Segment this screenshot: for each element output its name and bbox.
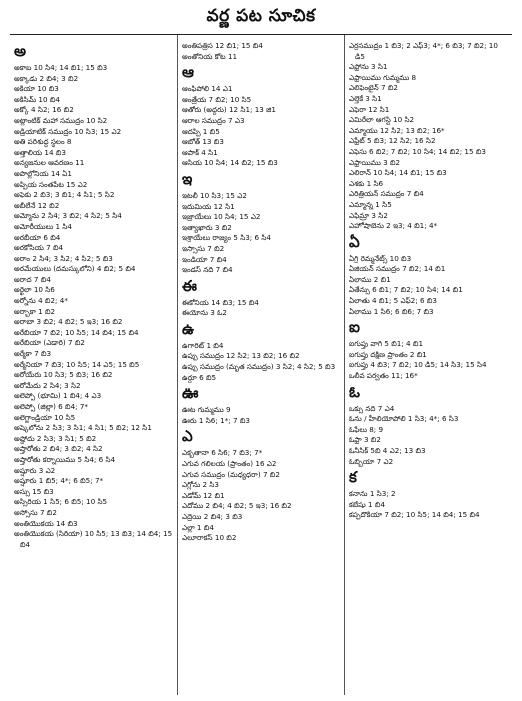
index-entry: అతి పరిశుద్ధ స్థలం 8 <box>14 137 72 147</box>
index-entry: ఐగుప్తు దక్షిణ ప్రాంతం 2 బి1 <box>349 349 427 359</box>
letter-heading: ఊ <box>182 384 199 403</box>
index-entry: అంతిపత్రిస 12 బి1; 15 బి4 <box>182 41 263 50</box>
index-entry: ఏతేన్సు 6 బి1; 7 బి2; 10 సి4; 14 బి1 <box>349 285 463 295</box>
index-entry: అరాద 7 బి4 <box>14 274 51 284</box>
index-entry: అంతియొకయ (సిరియా) 10 సి5; 13 బి3; 14 బి4; 15 బి4 <box>14 529 173 549</box>
index-entry: ఇజ్రాయేలు 10 సి4; 15 ఎ2 <box>182 212 261 222</box>
index-entry: ఏగ్రి రెమ్మనేట్స్ 10 బి3 <box>349 253 412 263</box>
index-entry: కప్పదొకియా 7 బి2; 10 సి5; 14 బి4; 15 బి4 <box>349 510 480 520</box>
index-column-1 <box>10 35 177 695</box>
index-entry: అత్తాలియ 14 బి3 <box>14 147 66 157</box>
index-entry: అలెప్పో (భూమి) 1 బి4; 4 ఎ3 <box>14 391 102 401</box>
index-entry: అపొల్లోనియ 14 ఏ1 <box>14 168 72 178</box>
letter-heading: ఓ <box>349 382 360 401</box>
index-entry: ఎఫ్రేట్ 5 బి3; 12 సి2; 16 సి2 <box>349 136 436 146</box>
index-entry: అరమేయులు (దమస్కులోని) 4 బి2; 5 బి4 <box>14 264 136 274</box>
index-entry: ఒక్సు నది 7 ఎ4 <box>349 403 395 413</box>
index-columns <box>10 35 512 695</box>
index-entry: ఆరాల సముద్రం 7 ఎ3 <box>182 115 245 125</box>
index-entry: ఈయోను 3 ఓ2 <box>182 308 227 318</box>
index-entry: ఎమిరేలా ఆగస్టి 10 సి2 <box>349 115 415 125</box>
index-entry: అడ్రియాటిక్ సముద్రం 10 సి3; 15 ఎ2 <box>14 126 122 136</box>
index-entry: ఏలాము 1 సి6; 6 బి6; 7 బి3 <box>349 306 434 316</box>
index-entry: అమోరీయులు 1 సి4 <box>14 221 72 231</box>
index-entry: అఫెకు 2 బి3; 3 బి1; 4 సి1; 5 సి2 <box>14 190 115 200</box>
index-entry: ఎలిరాన్ 10 సి4; 14 బి1; 15 బి3 <box>349 168 447 178</box>
index-entry: ఇత్యాఖారు 3 బి2 <box>182 222 232 232</box>
index-entry: ఎఫ్రాయిము 3 బి2 <box>349 157 401 167</box>
index-entry: ఎగువ గలిలయ (ప్రాంతం) 16 ఎ2 <box>182 459 277 469</box>
index-entry: అరేబియా 7 బి2; 10 సి5; 14 బి4; 15 బి4 <box>14 327 139 337</box>
index-entry: అష్డోదు 2 సి3; 3 సి1; 5 బి2 <box>14 433 97 443</box>
index-entry: ఆతోరు (అద్దరు) 12 సి1; 13 జి1 <box>182 105 276 115</box>
index-entry: ఐగుప్తు వాగి 5 బి1; 4 బి1 <box>349 339 424 349</box>
index-entry: ఓనీసిక్ 5బి 4 ఎ2; 13 బి3 <box>349 446 426 455</box>
index-entry: ఎఫెరా 12 సి1 <box>349 104 390 114</box>
index-entry: ఆబోత్ 13 బి3 <box>182 137 224 147</box>
index-entry: ఎఫిమ్రా 3 సి2 <box>349 210 388 220</box>
index-entry: ఎశకు 1 సి6 <box>349 178 384 188</box>
index-entry: ఆంత్రేయ 7 బి2; 10 సి5 <box>182 94 252 104</box>
index-entry: అప్పియ సంతపేట 15 ఎ2 <box>14 179 88 189</box>
index-entry: అష్కెలోను 2 సి3; 3 సి1; 4 సి1; 5 బి2; 12 సి1 <box>14 423 152 433</box>
index-entry: అస్సోసు 7 బి2 <box>14 507 57 517</box>
index-entry: కబేషు 1 బి4 <box>349 499 386 509</box>
index-entry: ఎఫ్రోను 3 సి1 <box>349 62 388 72</box>
index-entry: ఎల్లా 1 బి4 <box>182 522 214 532</box>
index-entry: ఎలూరాకస్ 10 బి2 <box>182 533 237 543</box>
index-entry: ఉగారిట్ 1 బి4 <box>182 340 224 350</box>
index-entry: అరోమేదు 2 సి4; 3 సి2 <box>14 380 81 390</box>
index-entry: అట్లాంటిక్ మహా సముద్రం 10 సి2 <box>14 115 108 125</box>
index-entry: ఎహోషాబెను 2 ఇ3; 4 బి1; 4* <box>349 221 438 231</box>
index-entry: ఊరు 1 సి6; 1*; 7 బి3 <box>182 415 250 425</box>
index-entry: ఎడోమ్ 12 బి1 <box>182 490 225 500</box>
index-entry: ఓఫేలు 8; 9 <box>349 424 384 434</box>
index-entry: ఓను / హీలియోపోలి 1 సి3; 4*; 6 సి3 <box>349 414 459 424</box>
index-entry: ఎమ్మాయు 12 సి2; 13 బి2; 16* <box>349 125 445 135</box>
index-entry: అకాబ 10 సి4; 14 బి1; 15 బి3 <box>14 63 108 72</box>
index-entry: ఇటలీ 10 సి3; 15 ఎ2 <box>182 190 247 200</box>
index-entry: అర్మేనియా 7 బి3; 10 సి5; 14 ఎ5; 15 బి5 <box>14 359 140 369</box>
index-entry: ఎక్బతానా 6 సి6; 7 బి3; 7* <box>182 448 263 458</box>
index-entry: అస్సిరియ 1 సి5; 6 బి5; 10 సి5 <box>14 497 108 507</box>
index-entry: ఎల్తెకే 3 సి1 <box>349 93 382 103</box>
index-entry: అస్సు 15 బి3 <box>14 486 54 496</box>
index-column-2 <box>177 35 344 695</box>
index-entry: అష్తారోతు 2 బి4; 3 బి2; 4 సి2 <box>14 444 103 454</box>
index-entry: ఐగుప్తు 4 బి3; 7 బి2; 10 డి5; 14 సి3; 15 సి4 <box>349 360 487 370</box>
index-entry: ఎగువ సముద్రం (మధ్యధరా) 7 బి2 <box>182 469 280 479</box>
index-entry: అమ్మోను 2 సి4; 3 బి2; 4 సి2; 5 సి4 <box>14 211 122 221</box>
index-entry: అరేబియా (ఎడారి) 7 బి2 <box>14 338 85 348</box>
index-entry: ఓఫ్రా 3 బి2 <box>349 435 381 445</box>
index-entry: ఆదప్పి 1 బి5 <box>182 126 220 136</box>
index-entry: ఇశ్రాయేలు రాజ్యం 5 సి3; 6 సి4 <box>182 233 271 243</box>
index-entry: ఇండస్ నది 7 బి4 <box>182 265 233 275</box>
index-entry: అరాం 2 సి4; 3 సి2; 4 సి2; 5 బి3 <box>14 253 113 263</box>
index-entry: ఆంఫిపోలి 14 ఎ1 <box>182 84 233 94</box>
letter-heading: ఐ <box>349 318 360 337</box>
index-entry: కనాను 1 సి3; 2 <box>349 489 396 499</box>
index-entry: ఎర్రసముద్రం 1 బి3; 2 ఎఫ్3; 4*; 6 బి3; 7 బి2; 10 డి5 <box>349 41 498 61</box>
index-entry: అర్మేకా 7 బి3 <box>14 349 52 359</box>
index-entry: అరకోసియ 7 బి4 <box>14 243 64 253</box>
index-entry: ఇదుమియ 12 సి1 <box>182 201 235 211</box>
index-entry: అర్బాకా 1 బి2 <box>14 306 56 316</box>
letter-heading: ఈ <box>182 276 197 295</box>
index-entry: ఆసియ 10 సి4; 14 బి2; 15 బి3 <box>182 158 278 168</box>
index-entry: ఓబ్బియా 7 ఎ2 <box>349 456 394 466</box>
index-entry: అంతియొకయ 14 బి3 <box>14 518 78 528</box>
index-entry: ఎరిత్రియన్ సముద్రం 7 బి4 <box>349 189 424 199</box>
index-entry: అక్కాడు 2 బి4; 3 బి2 <box>14 73 79 83</box>
index-entry: ఎద్రెయి 2 బి4; 3 బి3 <box>182 512 243 521</box>
index-entry: ఆపాక్ 4 సి1 <box>182 147 218 157</box>
index-entry: ఉప్పు సముద్రం (మృత సముద్రం) 3 సి2; 4 సి2; 5 బి3 <box>182 362 336 372</box>
index-entry: అరోయేరు 10 సి3; 5 బి3; 16 బి2 <box>14 370 113 380</box>
index-entry: ఇండియా 7 బి4 <box>182 254 227 264</box>
letter-heading: ఏ <box>349 232 360 251</box>
letter-heading: క <box>349 468 357 487</box>
letter-heading: ఎ <box>182 427 193 446</box>
index-entry: అబీలేనే 12 బి2 <box>14 200 60 210</box>
index-entry: ఒలీవ పర్వతం 11; 16* <box>349 371 418 381</box>
letter-heading: ఇ <box>182 169 193 188</box>
index-entry: ఇస్సాసు 7 బి2 <box>182 243 225 253</box>
index-entry: అరాబా 3 బి2; 4 బి2; 5 ఇ3; 16 బి2 <box>14 317 123 327</box>
letter-heading: ఉ <box>182 319 194 338</box>
index-entry: అకియా 10 బి3 <box>14 84 59 94</box>
index-entry: అంతోనియ కోట 11 <box>182 51 238 61</box>
index-entry: ఈకోనియ 14 బి3; 15 బి4 <box>182 297 259 307</box>
index-entry: అలెప్పో (జిల్లా) 6 బి4; 7* <box>14 402 89 411</box>
index-entry: అష్షూరు 3 ఎ2 <box>14 465 56 475</box>
index-entry: అర్ఖెలా 10 సి6 <box>14 285 55 295</box>
index-entry: ఏలాము 2 బి1 <box>349 274 391 284</box>
index-entry: అలెగ్జాండ్రియా 10 సి5 <box>14 412 76 422</box>
index-entry: ఎలిఫెంటైన్ 7 బి2 <box>349 83 398 93</box>
index-entry: ఎఫ్రాయిము గుమ్మము 8 <box>349 72 417 82</box>
index-entry: అర్నోను 4 బి2; 4* <box>14 296 68 306</box>
index-entry: ఏజియన్ సముద్రం 7 బి2; 14 బి1 <box>349 264 446 274</box>
index-entry: ఊట గుమ్మము 9 <box>182 405 231 415</box>
page-title: వర్ణ పట సూచిక <box>206 6 316 26</box>
index-entry: అక్కో 4 సి2; 16 బి2 <box>14 105 74 115</box>
index-entry: ఏలాతు 4 బి1; 5 ఎఫ్2; 6 బి3 <box>349 296 438 306</box>
index-entry: అన్యజనుల ఆవరణం 11 <box>14 158 85 168</box>
letter-heading: అ <box>14 42 27 60</box>
index-entry: అష్షూరు 1 బి5; 4*; 6 బి5; 7* <box>14 476 104 486</box>
index-entry: ఎమ్మాన్న 1 సి5 <box>349 199 392 209</box>
index-entry: ఉర్దూ 6 బి5 <box>182 372 217 382</box>
index-column-3 <box>344 35 511 695</box>
index-entry: ఎదోము 2 బి4; 4 బి2; 5 ఇ3; 16 బి2 <box>182 501 292 511</box>
index-entry: అరబీయా 6 బి4 <box>14 232 61 242</box>
index-entry: అకిసిమ్ 10 బి4 <box>14 94 60 104</box>
letter-heading: ఆ <box>182 63 194 82</box>
index-entry: ఉప్పు సముద్రం 12 సి2; 13 బి2; 16 బి2 <box>182 351 300 361</box>
index-entry: అష్తారోతు కర్నాయిము 5 సి4; 6 సి4 <box>14 454 116 464</box>
index-entry: ఎగ్లోను 2 సి3 <box>182 480 219 490</box>
index-entry: ఎఫెసు 6 బి2; 7 బి2; 10 సి4; 14 బి2; 15 బి3 <box>349 146 486 156</box>
